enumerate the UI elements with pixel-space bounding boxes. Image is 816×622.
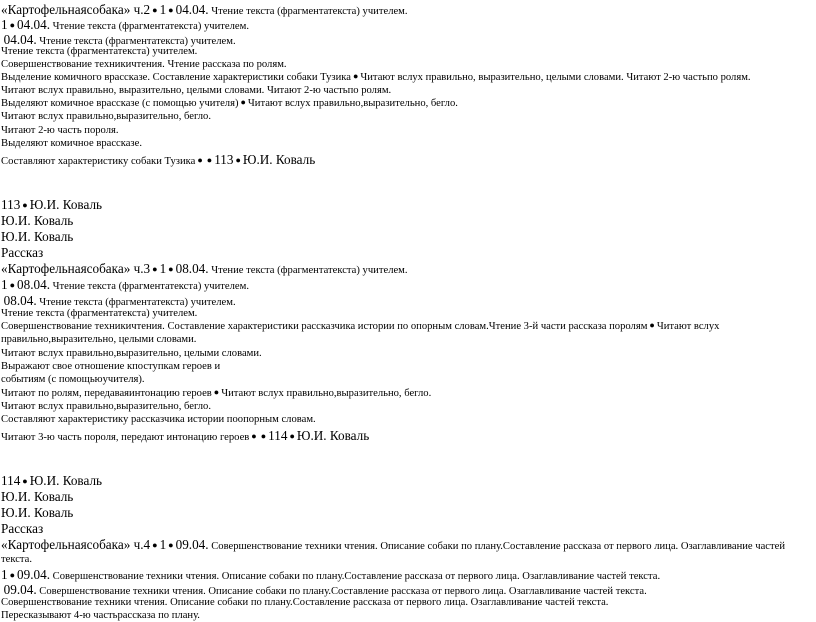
bullet-icon: ● [649,320,655,330]
text-line: Составляют характеристику рассказчика истории поопорным словам. [1,414,316,425]
text-line: событиям (с помощьюучителя). [1,374,145,385]
text-line: «Картофельнаясобака» ч.3 ● 1 ● 08.04. Чтение текста (фрагментатекста) учителем. [1,261,408,276]
text-line: Читают 3-ю часть пороля, передают интонацию героев ● ● 114 ● Ю.И. Коваль [1,428,370,443]
bullet-icon: ● [22,200,28,210]
text-line: Ю.И. Коваль [1,489,74,504]
text-line: Ю.И. Коваль [1,213,74,228]
text-line: Выражают свое отношение кпоступкам героев и [1,361,221,372]
text-line: Совершенствование техникичтения. Чтение рассказа по ролям. [1,59,287,70]
bullet-icon: ● [352,71,359,81]
text-line: 1 ● 09.04. Совершенствование техники чтения. Описание собаки по плану.Составление рассказа от первого лица. Озаглавливание частей текста. [1,567,661,582]
bullet-icon: ● [213,387,220,397]
text-line: Читают по ролям, передаваяинтонацию героев ● Читают вслух правильно,выразительно, бегло. [1,387,432,399]
text-line: «Картофельнаясобака» ч.4 ● 1 ● 09.04. Совершенствование техники чтения. Описание собаки по плану.Составление рассказа от первого лица. Озаглавливание частей текста. [1,537,785,565]
bullet-icon: ● [240,97,246,107]
bullet-icon: ● [251,431,257,441]
bullet-icon: ● [168,540,174,550]
bullet-icon: ● [206,155,213,165]
text-line: 09.04. Совершенствование техники чтения. Описание собаки по плану.Составление рассказа от первого лица. Озаглавливание частей текста. [3,582,647,597]
bullet-icon: ● [197,155,203,165]
bullet-icon: ● [152,5,158,15]
text-line: Читают вслух правильно,выразительно, бегло. [1,111,211,122]
text-line: Выделение комичного врассказе. Составление характеристики собаки Тузика ● Читают вслух правильно, выразительно, целыми словами. Читают 2-ю частьпо ролям. [1,71,751,83]
bullet-icon: ● [289,431,295,441]
text-line: Читают вслух правильно,выразительно, целыми словами. [1,348,262,359]
text-line: Читают вслух правильно, выразительно, целыми словами. Читают 2-ю частьпо ролям. [1,85,392,96]
text-line: Ю.И. Коваль [1,505,74,520]
text-line: 114 ● Ю.И. Коваль [1,473,103,488]
text-line: Чтение текста (фрагментатекста) учителем. [1,308,198,319]
bullet-icon: ● [168,5,174,15]
bullet-icon: ● [152,540,158,550]
bullet-icon: ● [168,264,174,274]
bullet-icon: ● [152,264,158,274]
section-heading: Рассказ [1,521,44,536]
text-line: Выделяют комичное врассказе. [1,138,142,149]
text-line: Читают вслух правильно,выразительно, бегло. [1,401,211,412]
bullet-icon: ● [235,155,241,165]
bullet-icon: ● [9,570,16,580]
text-line: Выделяют комичное врассказе (с помощью учителя) ● Читают вслух правильно,выразительно, бегло. [1,97,458,109]
text-line: Пересказывают 4-ю частьрассказа по плану. [1,610,200,621]
bullet-icon: ● [260,431,267,441]
text-line: Совершенствование техники чтения. Описание собаки по плану.Составление рассказа от первого лица. Озаглавливание частей текста. [1,597,609,608]
text-line: 113 ● Ю.И. Коваль [1,197,103,212]
text-line: Читают 2-ю часть пороля. [1,125,119,136]
text-line: 1 ● 08.04. Чтение текста (фрагментатекста) учителем. [1,277,249,292]
bullet-icon: ● [9,280,16,290]
text-line: Составляют характеристику собаки Тузика ● ● 113 ● Ю.И. Коваль [1,152,316,167]
bullet-icon: ● [9,20,16,30]
text-line: Ю.И. Коваль [1,229,74,244]
section-heading: Рассказ [1,245,44,260]
text-line: Совершенствование техникичтения. Составление характеристики рассказчика истории по опорным словам.Чтение 3-й части рассказа поролям ● Читают вслух правильно,выразительно, целыми словами. [1,320,720,345]
bullet-icon: ● [22,476,28,486]
text-line: 1 ● 04.04. Чтение текста (фрагментатекста) учителем. [1,17,249,32]
text-line: Чтение текста (фрагментатекста) учителем. [1,46,198,57]
text-line: 08.04. Чтение текста (фрагментатекста) учителем. [3,293,236,308]
text-line: 04.04. Чтение текста (фрагментатекста) учителем. [3,32,236,47]
text-line: «Картофельнаясобака» ч.2 ● 1 ● 04.04. Чтение текста (фрагментатекста) учителем. [1,2,408,17]
